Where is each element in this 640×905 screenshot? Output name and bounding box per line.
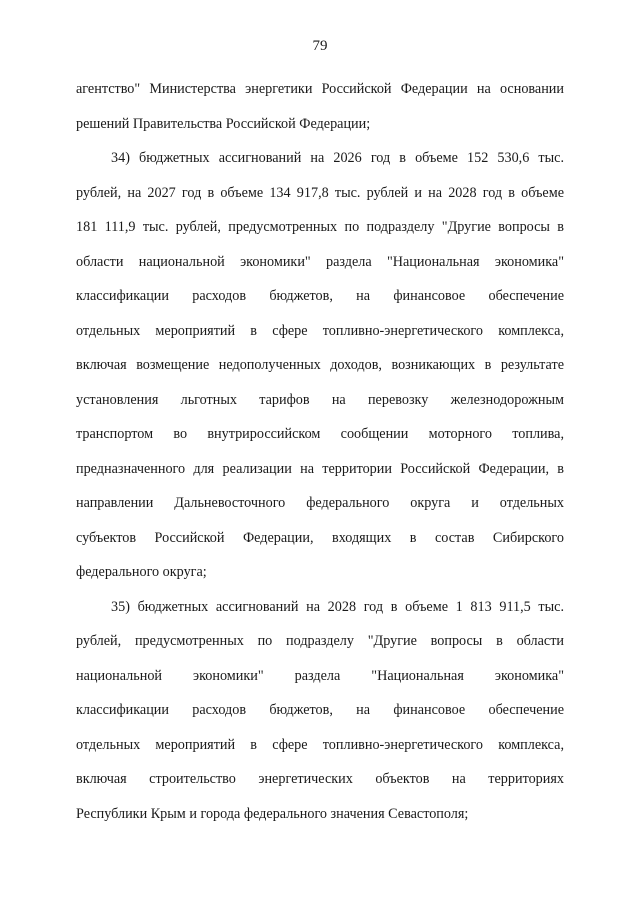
text-line: классификации расходов бюджетов, на финансовое обеспечение <box>76 288 564 304</box>
text-line: области национальной экономики" раздела "Национальная экономика" <box>76 253 564 270</box>
text-line: Республики Крым и города федерального значения Севастополя; <box>76 805 469 822</box>
text-line: рублей, на 2027 год в объеме 134 917,8 тыс. рублей и на 2028 год в объеме <box>76 184 564 201</box>
text-line: 35) бюджетных ассигнований на 2028 год в объеме 1 813 911,5 тыс. <box>111 598 564 615</box>
text-line: включая строительство энергетических объектов на территориях <box>76 771 564 787</box>
document-body <box>76 72 564 831</box>
text-line: классификации расходов бюджетов, на финансовое обеспечение <box>76 702 564 718</box>
text-line: национальной экономики" раздела "Национальная экономика" <box>76 667 564 684</box>
text-line: федерального округа; <box>76 564 207 580</box>
text-line: предназначенного для реализации на территории Российской Федерации, в <box>76 460 564 477</box>
text-line: 181 111,9 тыс. рублей, предусмотренных по подразделу "Другие вопросы в <box>76 219 564 235</box>
page-number: 79 <box>312 38 328 54</box>
text-line: 34) бюджетных ассигнований на 2026 год в объеме 152 530,6 тыс. <box>111 150 564 166</box>
text-line: включая возмещение недополученных доходов, возникающих в результате <box>76 357 564 373</box>
text-line: субъектов Российской Федерации, входящих в состав Сибирского <box>76 529 564 546</box>
text-line: направлении Дальневосточного федерального округа и отдельных <box>76 495 564 511</box>
text-line: транспортом во внутрироссийском сообщении моторного топлива, <box>76 426 564 442</box>
text-line: рублей, предусмотренных по подразделу "Другие вопросы в области <box>76 633 564 649</box>
text-line: отдельных мероприятий в сфере топливно-энергетического комплекса, <box>76 322 564 339</box>
text-line: агентство" Министерства энергетики Российской Федерации на основании <box>76 81 564 97</box>
text-line: установления льготных тарифов на перевозку железнодорожным <box>76 391 564 408</box>
text-line: решений Правительства Российской Федерации; <box>76 115 371 132</box>
text-line: отдельных мероприятий в сфере топливно-энергетического комплекса, <box>76 736 564 753</box>
